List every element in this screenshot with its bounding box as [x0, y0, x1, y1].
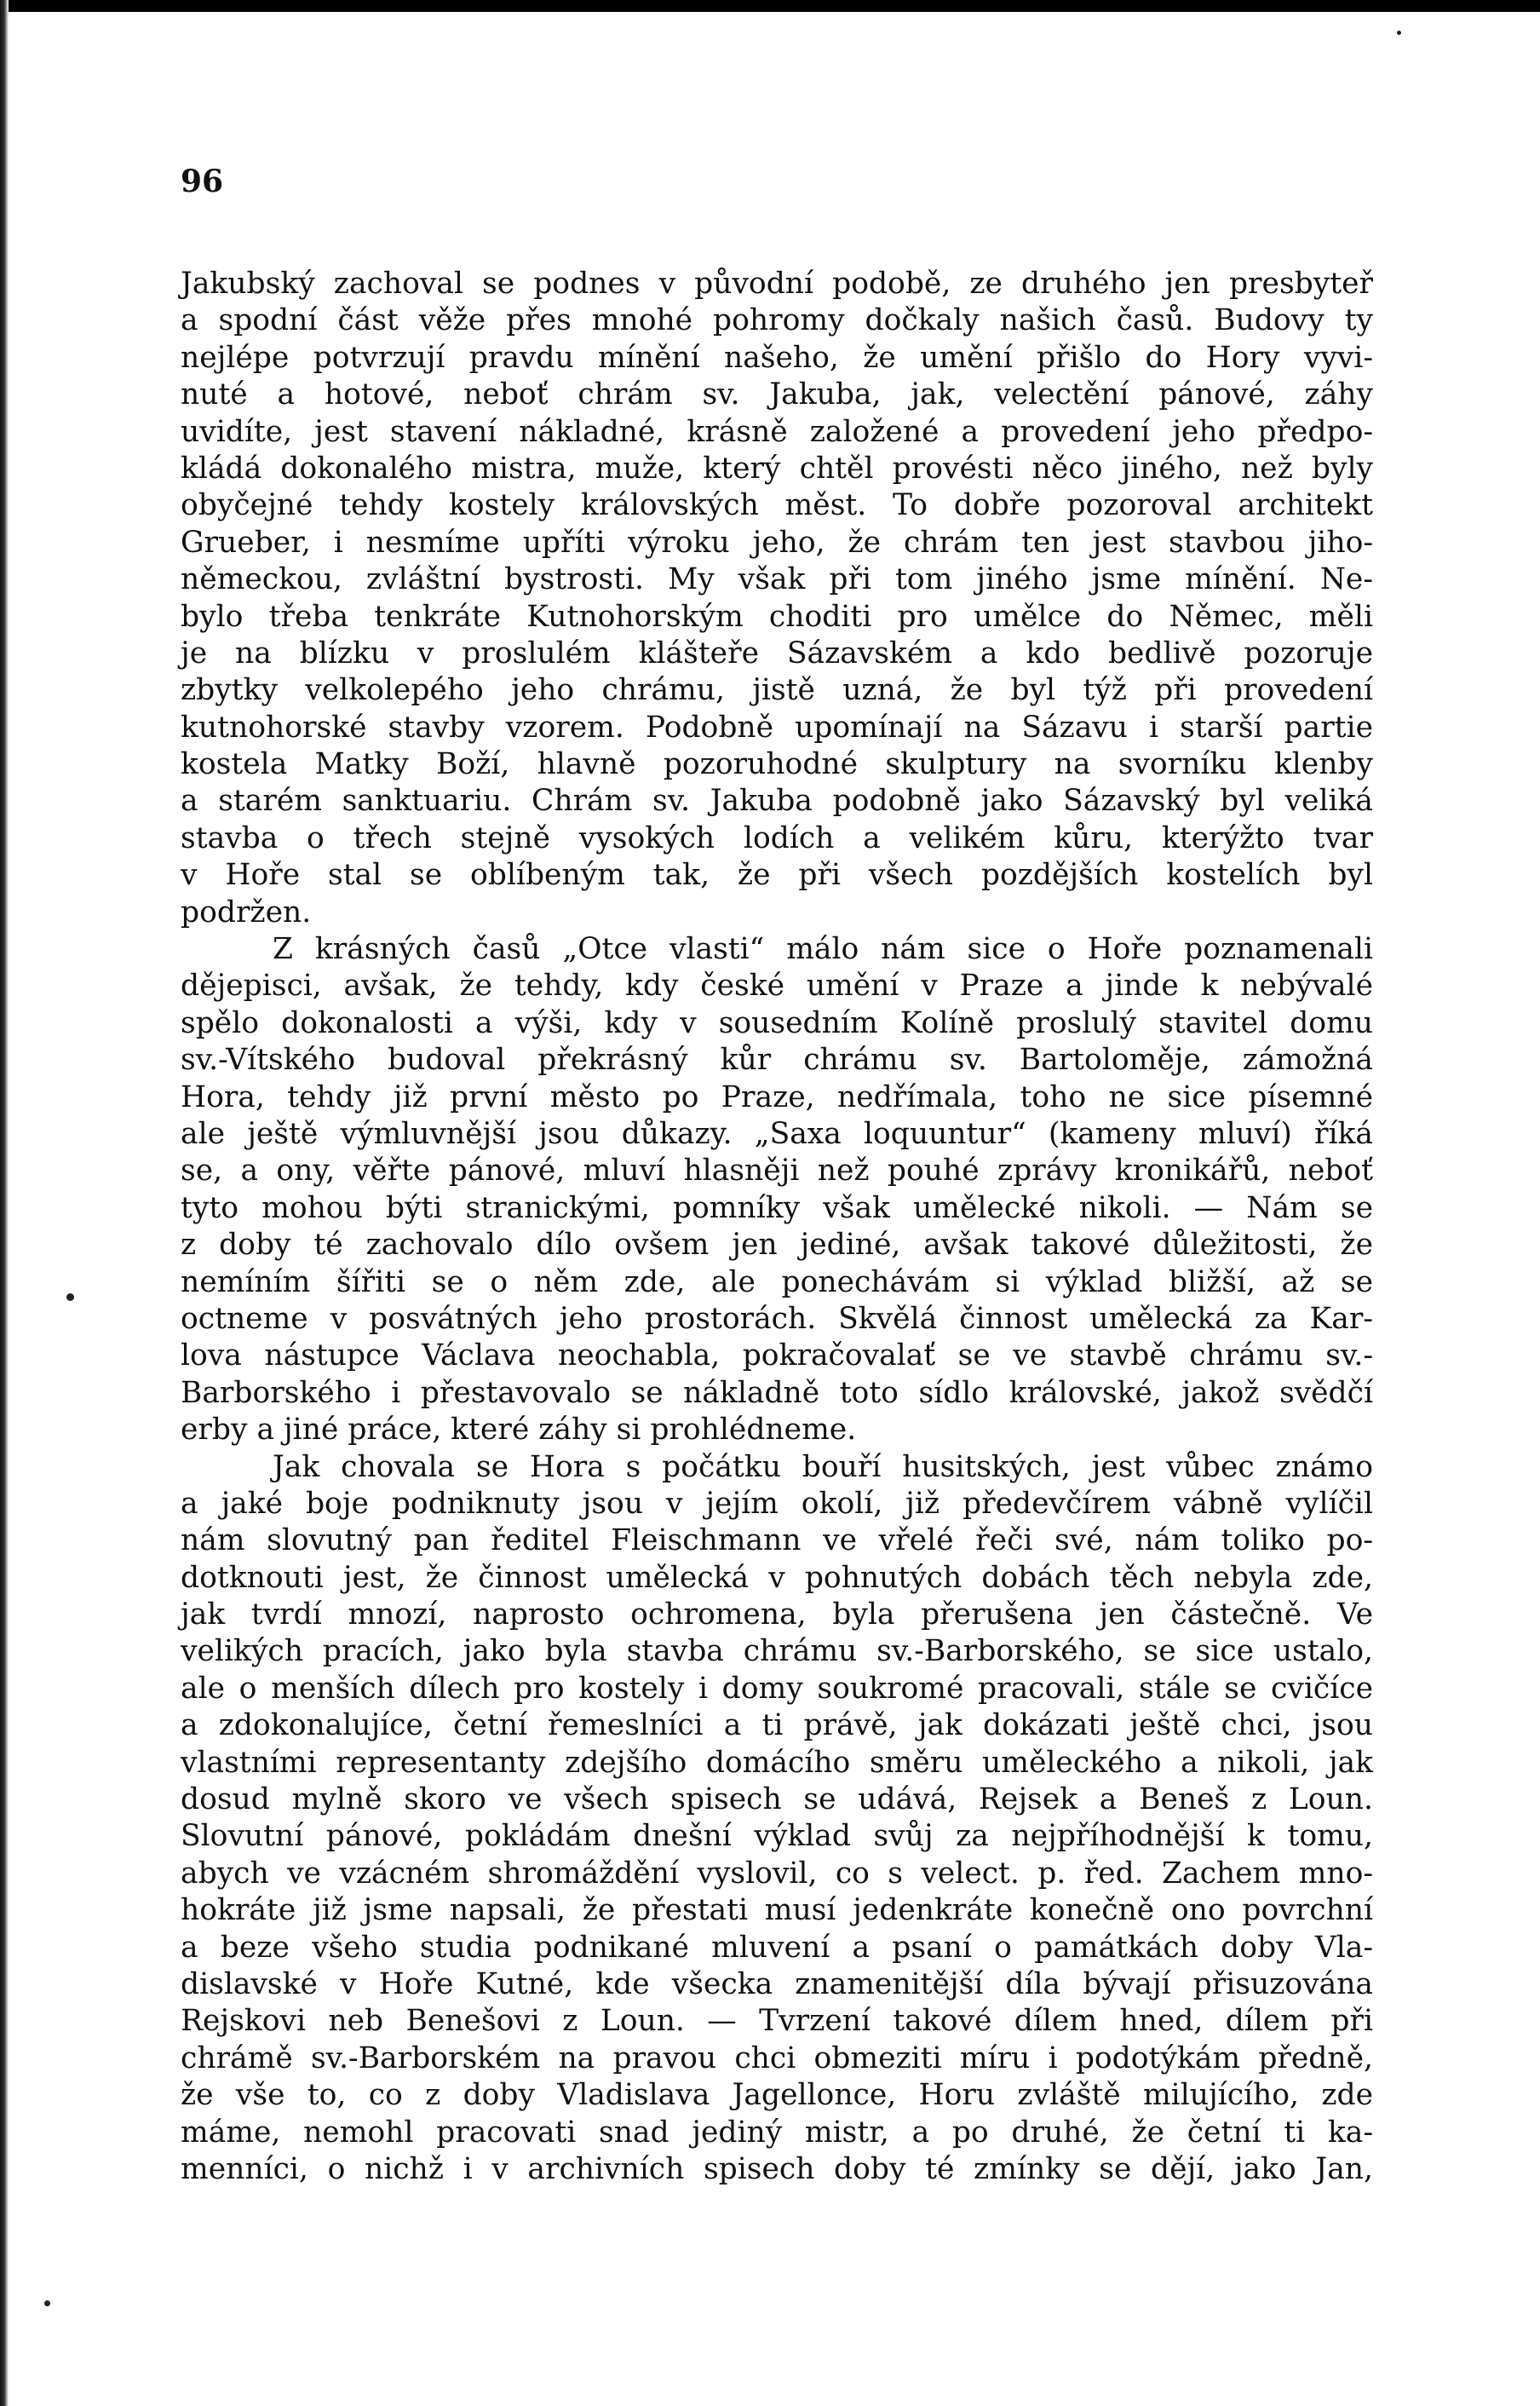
text-line: a zdokonalujíce, četní řemeslníci a ti právě, jak dokázati ještě chci, jsou — [181, 1708, 1373, 1743]
text-line: dosud mylně skoro ve všech spisech se udává, Rejsek a Beneš z Loun. — [181, 1782, 1373, 1817]
scan-speck — [1397, 31, 1401, 35]
text-line: ale o menších dílech pro kostely i domy soukromé pracovali, stále se cvičíce — [181, 1671, 1373, 1706]
text-line: Jakubský zachoval se podnes v původní podobě, ze druhého jen presbyteř — [181, 267, 1373, 301]
text-line: Jak chovala se Hora s počátku bouří husitských, jest vůbec známo — [273, 1449, 1373, 1484]
text-line: Z krásných časů „Otce vlasti“ málo nám sice o Hoře poznamenali — [273, 932, 1373, 967]
text-line: spělo dokonalosti a výši, kdy v sousedním Kolíně proslulý stavitel domu — [181, 1005, 1373, 1040]
text-line: nemíním šířiti se o něm zde, ale ponechávám si výklad bližší, až se — [181, 1264, 1373, 1299]
text-line: z doby té zachovalo dílo ovšem jen jediné, avšak takové důležitosti, že — [181, 1228, 1373, 1263]
text-line: Hora, tehdy již první město po Praze, nedřímala, toho ne sice písemné — [181, 1079, 1373, 1114]
text-line: dotknouti jest, že činnost umělecká v pohnutých dobách těch nebyla zde, — [181, 1560, 1373, 1595]
text-line: Slovutní pánové, pokládám dnešní výklad svůj za nejpříhodnější k tomu, — [181, 1819, 1373, 1854]
text-line: kládá dokonalého mistra, muže, který chtěl provésti něco jiného, než byly — [181, 451, 1373, 486]
text-line: erby a jiné práce, které záhy si prohlédneme. — [181, 1413, 857, 1448]
text-line: je na blízku v proslulém klášteře Sázavském a kdo bedlivě pozoruje — [181, 636, 1373, 671]
text-line: vlastními representanty zdejšího domácího směru uměleckého a nikoli, jak — [181, 1745, 1373, 1780]
text-line: Grueber, i nesmíme upříti výroku jeho, že chrám ten jest stavbou jiho- — [181, 525, 1373, 560]
text-line: že vše to, co z doby Vladislava Jagellonce, Horu zvláště milujícího, zde — [181, 2078, 1373, 2113]
text-line: chrámě sv.-Barborském na pravou chci obmeziti míru i podotýkám předně, — [181, 2040, 1373, 2075]
text-line: menníci, o nichž i v archivních spisech doby té zmínky se dějí, jako Jan, — [181, 2151, 1373, 2186]
scan-border-left — [0, 0, 9, 2406]
text-line: kostela Matky Boží, hlavně pozoruhodné skulptury na svorníku klenby — [181, 747, 1373, 782]
text-line: Barborského i přestavovalo se nákladně toto sídlo královské, jakož svědčí — [181, 1375, 1373, 1410]
text-line: abych ve vzácném shromáždění vyslovil, co s velect. p. řed. Zachem mno- — [181, 1856, 1373, 1891]
text-line: tyto mohou býti stranickými, pomníky však umělecké nikoli. — Nám se — [181, 1190, 1373, 1225]
text-line: stavba o třech stejně vysokých lodích a velikém kůru, kterýžto tvar — [181, 820, 1373, 855]
text-line: nuté a hotové, neboť chrám sv. Jakuba, jak, velectění pánové, záhy — [181, 377, 1373, 412]
text-line: lova nástupce Václava neochabla, pokračovalať se ve stavbě chrámu sv.- — [181, 1338, 1373, 1373]
text-line: máme, nemohl pracovati snad jediný mistr, a po druhé, že četní ti ka- — [181, 2115, 1373, 2150]
text-line: sv.-Vítského budoval překrásný kůr chrámu sv. Bartoloměje, zámožná — [181, 1043, 1373, 1078]
text-line: a jaké boje podniknuty jsou v jejím okolí, již předevčírem vábně vylíčil — [181, 1486, 1373, 1521]
page-number: 96 — [181, 164, 224, 199]
page-content — [181, 162, 1373, 2188]
body-text — [181, 266, 1373, 2188]
text-line: a spodní část věže přes mnohé pohromy dočkaly našich časů. Budovy ty — [181, 303, 1373, 338]
text-line: nejlépe potvrzují pravdu mínění našeho, že umění přišlo do Hory vyvi- — [181, 340, 1373, 375]
text-line: obyčejné tehdy kostely královských měst. To dobře pozoroval architekt — [181, 488, 1373, 523]
text-line: jak tvrdí mnozí, naprosto ochromena, byla přerušena jen částečně. Ve — [181, 1597, 1373, 1632]
text-line: v Hoře stal se oblíbeným tak, že při všech pozdějších kostelích byl — [181, 858, 1373, 893]
scan-speck — [44, 2300, 50, 2306]
text-line: zbytky velkolepého jeho chrámu, jistě uzná, že byl týž při provedení — [181, 673, 1373, 708]
text-line: podržen. — [181, 895, 312, 930]
text-line: se, a ony, věřte pánové, mluví hlasněji než pouhé zprávy kronikářů, neboť — [181, 1154, 1373, 1189]
text-line: německou, zvláštní bystrosti. My však při tom jiného jsme mínění. Ne- — [181, 562, 1373, 597]
text-line: a starém sanktuariu. Chrám sv. Jakuba podobně jako Sázavský byl veliká — [181, 784, 1373, 819]
text-line: velikých pracích, jako byla stavba chrámu sv.-Barborského, se sice ustalo, — [181, 1634, 1373, 1669]
scan-border-top — [0, 0, 1540, 12]
text-line: uvidíte, jest stavení nákladné, krásně založené a provedení jeho předpo- — [181, 414, 1373, 449]
text-line: dislavské v Hoře Kutné, kde všecka znamenitější díla bývají přisuzována — [181, 1966, 1373, 2001]
scan-speck — [66, 1293, 74, 1301]
text-line: kutnohorské stavby vzorem. Podobně upomínají na Sázavu i starší partie — [181, 710, 1373, 745]
text-line: nám slovutný pan ředitel Fleischmann ve vřelé řeči své, nám toliko po- — [181, 1523, 1373, 1558]
text-line: bylo třeba tenkráte Kutnohorským choditi pro umělce do Němec, měli — [181, 599, 1373, 634]
text-line: Rejskovi neb Benešovi z Loun. — Tvrzení takové dílem hned, dílem při — [181, 2004, 1373, 2039]
text-line: ale ještě výmluvnější jsou důkazy. „Saxa loquuntur“ (kameny mluví) říká — [181, 1116, 1373, 1151]
text-line: a beze všeho studia podnikané mluvení a psaní o památkách doby Vla- — [181, 1930, 1373, 1965]
text-line: octneme v posvátných jeho prostorách. Skvělá činnost umělecká za Kar- — [181, 1301, 1373, 1336]
text-line: dějepisci, avšak, že tehdy, kdy české umění v Praze a jinde k nebývalé — [181, 969, 1373, 1004]
text-line: hokráte již jsme napsali, že přestati musí jedenkráte konečně ono povrchní — [181, 1893, 1373, 1928]
